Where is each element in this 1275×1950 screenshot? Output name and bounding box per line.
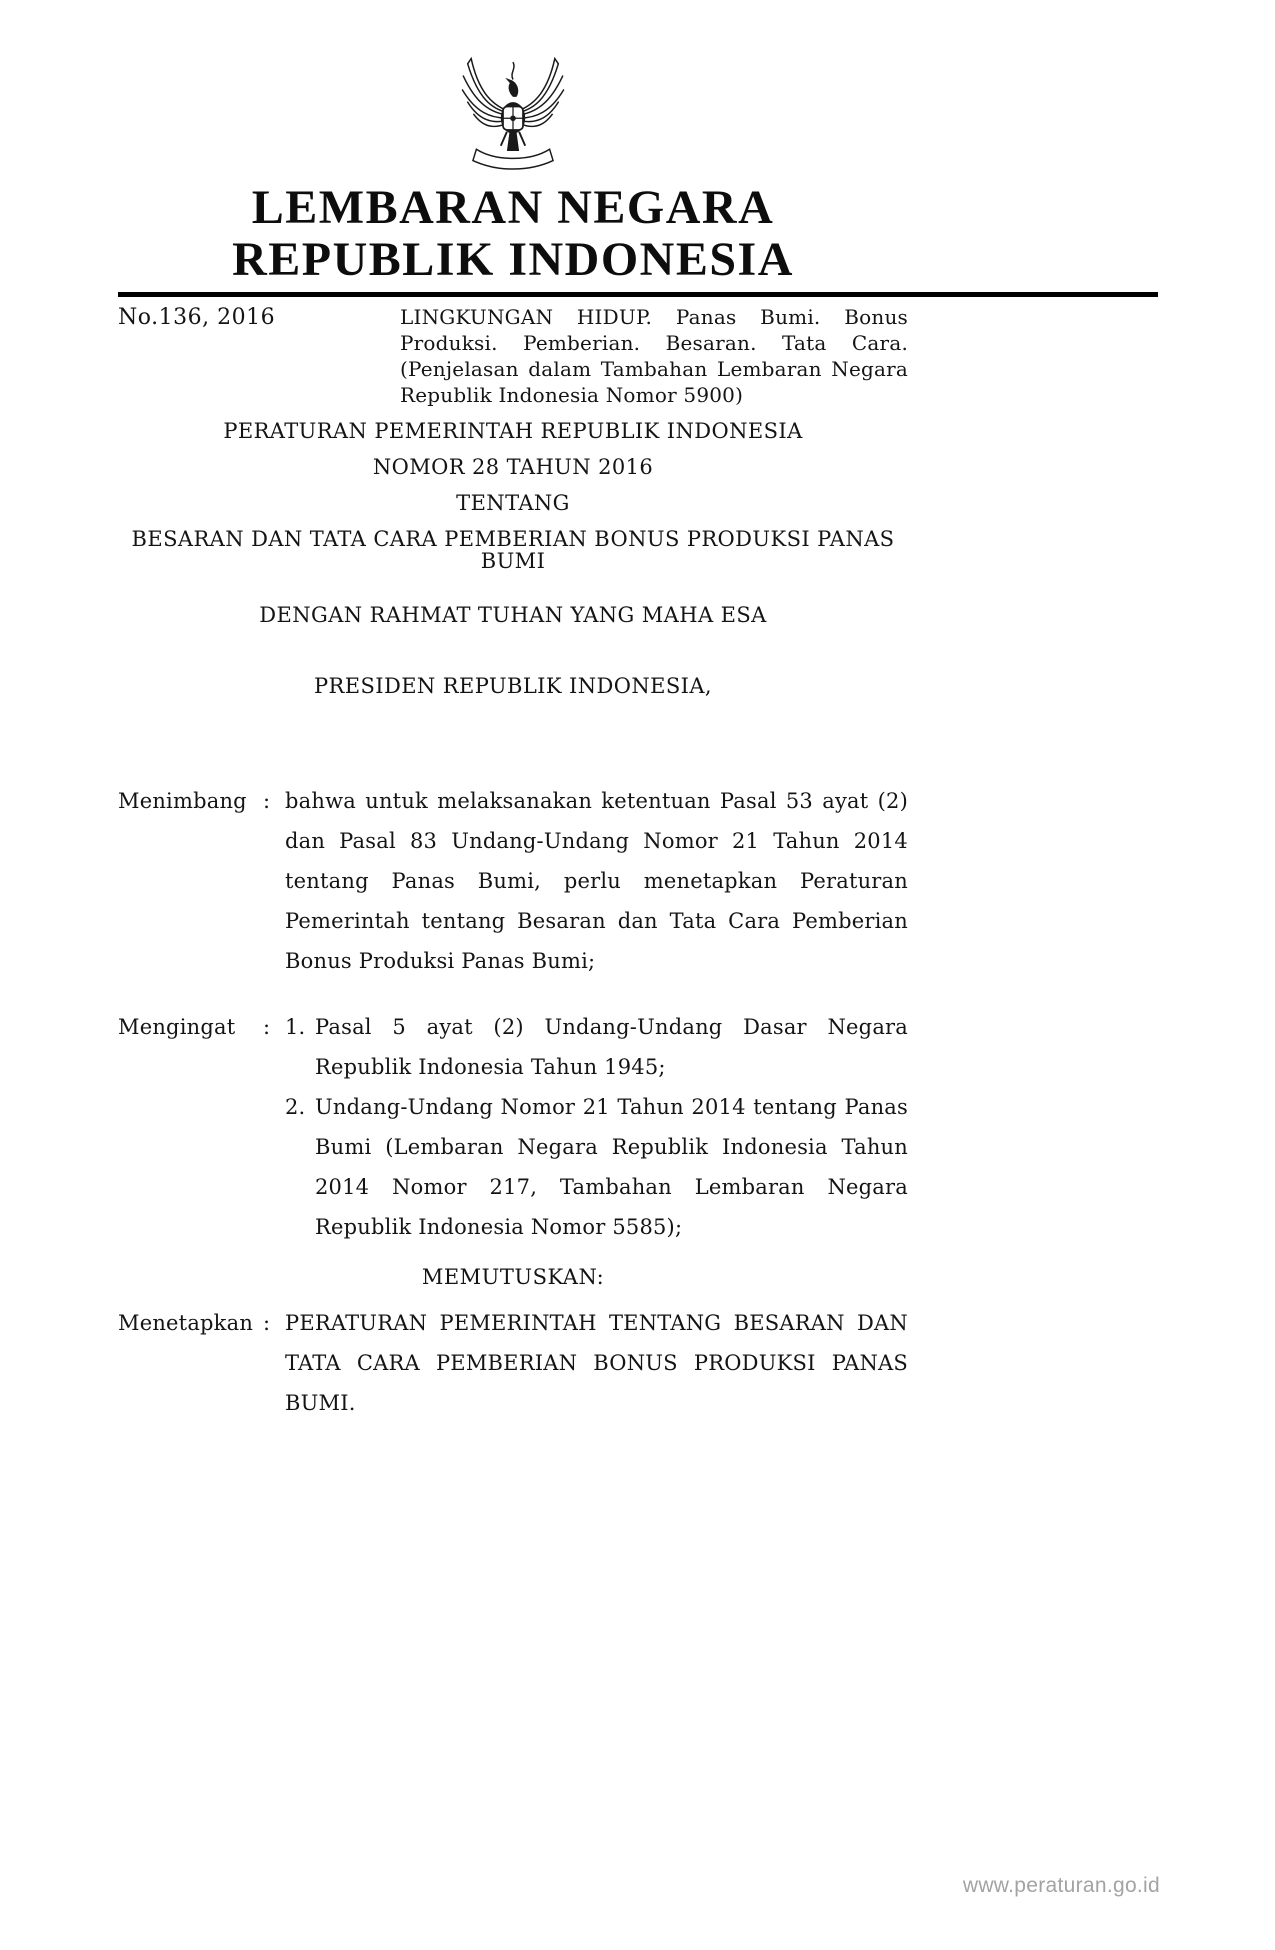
invocation-line: DENGAN RAHMAT TUHAN YANG MAHA ESA [259,603,767,628]
enacting-colon: : [263,1311,271,1336]
recalling-colon: : [263,1015,271,1040]
recalling-item-text: Undang-Undang Nomor 21 Tahun 2014 tentang Panas Bumi (Lembaran Negara Republik Indonesia Tahun 2014 Nomor 217, Tambahan Lembaran Negara Republik Indonesia Nomor 5585); [315,1095,908,1240]
recalling-clause [118,1007,908,1247]
recalling-item [285,1087,908,1247]
recalling-item-number: 1. [285,1015,306,1040]
regulation-title-line1: PERATURAN PEMERINTAH REPUBLIK INDONESIA [223,419,803,444]
gazette-number: No.136, 2016 [118,304,276,330]
watermark-url: www.peraturan.go.id [962,1874,1160,1897]
gazette-meta-row [118,304,908,409]
regulation-title-line2: NOMOR 28 TAHUN 2016 [372,455,654,480]
recalling-item [285,1007,908,1087]
regulation-title-line3: TENTANG [456,491,570,516]
garuda-pancasila-emblem-icon [452,44,574,176]
considering-label: Menimbang [118,789,247,814]
considering-colon: : [263,789,271,814]
regulation-title-line4: BESARAN DAN TATA CARA PEMBERIAN BONUS PRODUKSI PANAS BUMI [131,527,895,574]
authority-line: PRESIDEN REPUBLIK INDONESIA, [314,674,712,699]
header-rule [118,292,1158,297]
masthead-title-line1: LEMBARAN NEGARA [251,181,775,234]
gazette-masthead-title [118,182,908,287]
subject-abstract: LINGKUNGAN HIDUP. Panas Bumi. Bonus Produksi. Pemberian. Besaran. Tata Cara. (Penjelasan dalam Tambahan Lembaran Negara Republik Indonesia Nomor 5900) [400,304,908,408]
enacting-label: Menetapkan [118,1311,254,1336]
enacting-text: PERATURAN PEMERINTAH TENTANG BESARAN DAN TATA CARA PEMBERIAN BONUS PRODUKSI PANAS BUMI. [285,1311,908,1416]
considering-text: bahwa untuk melaksanakan ketentuan Pasal 53 ayat (2) dan Pasal 83 Undang-Undang Nomor 21 Tahun 2014 tentang Panas Bumi, perlu menetapkan Peraturan Pemerintah tentang Besaran dan Tata Cara Pemberian Bonus Produksi Panas Bumi; [285,789,908,974]
page-content [118,0,908,1423]
decision-heading: MEMUTUSKAN: [421,1265,605,1290]
recalling-label: Mengingat [118,1015,236,1040]
recalling-item-text: Pasal 5 ayat (2) Undang-Undang Dasar Negara Republik Indonesia Tahun 1945; [315,1015,908,1080]
enacting-clause [118,1303,908,1423]
recalling-item-number: 2. [285,1095,306,1120]
regulation-title-block [118,420,908,697]
recalling-list [285,1007,908,1247]
masthead-title-line2: REPUBLIK INDONESIA [232,233,794,287]
considering-clause [118,781,908,981]
